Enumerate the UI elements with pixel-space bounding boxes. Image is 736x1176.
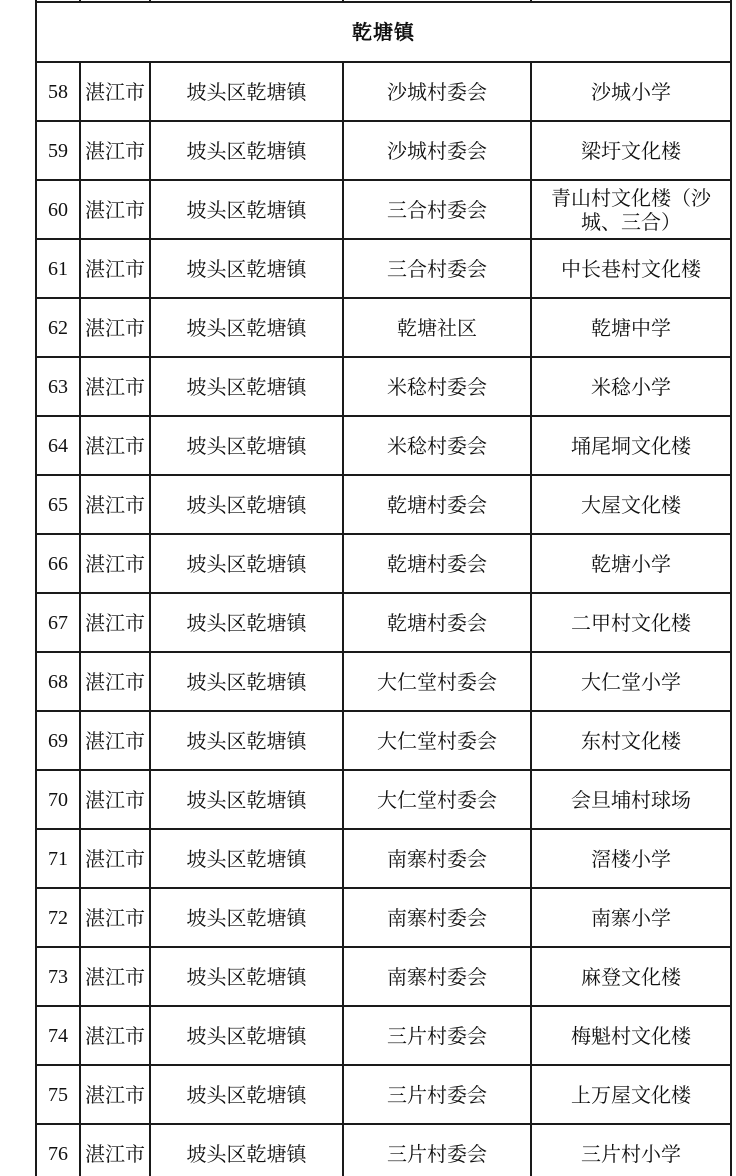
village-committee-cell: 乾塘村委会: [343, 534, 531, 593]
district-town-cell: 坡头区乾塘镇: [150, 652, 343, 711]
row-number-cell: 67: [36, 593, 80, 652]
table-row: [36, 652, 731, 711]
table-row: [36, 62, 731, 121]
site-name-cell: 埇尾垌文化楼: [531, 416, 731, 475]
village-committee-cell: 乾塘村委会: [343, 593, 531, 652]
district-town-cell: 坡头区乾塘镇: [150, 534, 343, 593]
table-row: [36, 1065, 731, 1124]
district-town-cell: 坡头区乾塘镇: [150, 593, 343, 652]
village-committee-cell: 米稔村委会: [343, 357, 531, 416]
table-row: [36, 475, 731, 534]
row-number-cell: 58: [36, 62, 80, 121]
city-cell: 湛江市: [80, 888, 150, 947]
village-committee-cell: 乾塘村委会: [343, 475, 531, 534]
village-committee-cell: 大仁堂村委会: [343, 652, 531, 711]
district-town-cell: 坡头区乾塘镇: [150, 239, 343, 298]
city-cell: 湛江市: [80, 357, 150, 416]
table-body: [36, 0, 731, 1176]
city-cell: 湛江市: [80, 416, 150, 475]
row-number-cell: 70: [36, 770, 80, 829]
city-cell: 湛江市: [80, 652, 150, 711]
site-name-cell: 三片村小学: [531, 1124, 731, 1176]
city-cell: 湛江市: [80, 593, 150, 652]
district-town-cell: 坡头区乾塘镇: [150, 62, 343, 121]
district-town-cell: 坡头区乾塘镇: [150, 121, 343, 180]
village-committee-cell: 三片村委会: [343, 1124, 531, 1176]
row-number-cell: 74: [36, 1006, 80, 1065]
section-header-row: [36, 2, 731, 62]
site-name-cell: 会旦埔村球场: [531, 770, 731, 829]
city-cell: 湛江市: [80, 1006, 150, 1065]
district-town-cell: 坡头区乾塘镇: [150, 888, 343, 947]
city-cell: 湛江市: [80, 121, 150, 180]
city-cell: 湛江市: [80, 239, 150, 298]
village-committee-cell: 乾塘社区: [343, 298, 531, 357]
city-cell: 湛江市: [80, 711, 150, 770]
row-number-cell: 61: [36, 239, 80, 298]
table-row: [36, 239, 731, 298]
city-cell: 湛江市: [80, 829, 150, 888]
village-committee-cell: 沙城村委会: [343, 62, 531, 121]
row-number-cell: 68: [36, 652, 80, 711]
table-row: [36, 357, 731, 416]
row-number-cell: 73: [36, 947, 80, 1006]
district-town-cell: 坡头区乾塘镇: [150, 475, 343, 534]
row-number-cell: 69: [36, 711, 80, 770]
district-town-cell: 坡头区乾塘镇: [150, 416, 343, 475]
row-number-cell: 76: [36, 1124, 80, 1176]
city-cell: 湛江市: [80, 180, 150, 239]
village-committee-cell: 三片村委会: [343, 1065, 531, 1124]
table-row: [36, 298, 731, 357]
site-name-cell: 乾塘小学: [531, 534, 731, 593]
table-row: [36, 947, 731, 1006]
table-row: [36, 593, 731, 652]
village-committee-cell: 三片村委会: [343, 1006, 531, 1065]
district-town-cell: 坡头区乾塘镇: [150, 1124, 343, 1176]
district-town-cell: 坡头区乾塘镇: [150, 1065, 343, 1124]
row-number-cell: 64: [36, 416, 80, 475]
city-cell: 湛江市: [80, 298, 150, 357]
site-name-cell: 麻登文化楼: [531, 947, 731, 1006]
village-committee-cell: 大仁堂村委会: [343, 770, 531, 829]
city-cell: 湛江市: [80, 947, 150, 1006]
row-number-cell: 62: [36, 298, 80, 357]
table-row: [36, 416, 731, 475]
site-name-cell: 滘楼小学: [531, 829, 731, 888]
table-row: [36, 180, 731, 239]
section-title: 乾塘镇: [36, 2, 731, 62]
village-committee-cell: 三合村委会: [343, 180, 531, 239]
district-town-cell: 坡头区乾塘镇: [150, 180, 343, 239]
table-row: [36, 770, 731, 829]
site-name-cell: 沙城小学: [531, 62, 731, 121]
city-cell: 湛江市: [80, 770, 150, 829]
site-name-cell: 梁圩文化楼: [531, 121, 731, 180]
table-row: [36, 121, 731, 180]
site-name-cell: 大仁堂小学: [531, 652, 731, 711]
site-name-cell: 青山村文化楼（沙城、三合）: [531, 180, 731, 239]
table-row: [36, 888, 731, 947]
row-number-cell: 71: [36, 829, 80, 888]
village-committee-cell: 南寨村委会: [343, 829, 531, 888]
row-number-cell: 75: [36, 1065, 80, 1124]
table-row: [36, 534, 731, 593]
district-town-cell: 坡头区乾塘镇: [150, 770, 343, 829]
row-number-cell: 59: [36, 121, 80, 180]
district-town-cell: 坡头区乾塘镇: [150, 1006, 343, 1065]
city-cell: 湛江市: [80, 1124, 150, 1176]
site-name-cell: 大屋文化楼: [531, 475, 731, 534]
row-number-cell: 66: [36, 534, 80, 593]
table-row: [36, 1124, 731, 1176]
village-committee-cell: 米稔村委会: [343, 416, 531, 475]
table-row: [36, 1006, 731, 1065]
site-name-cell: 中长巷村文化楼: [531, 239, 731, 298]
site-name-cell: 南寨小学: [531, 888, 731, 947]
village-committee-cell: 大仁堂村委会: [343, 711, 531, 770]
village-committee-cell: 南寨村委会: [343, 947, 531, 1006]
row-number-cell: 72: [36, 888, 80, 947]
district-town-cell: 坡头区乾塘镇: [150, 947, 343, 1006]
site-name-cell: 二甲村文化楼: [531, 593, 731, 652]
site-name-cell: 上万屋文化楼: [531, 1065, 731, 1124]
site-name-cell: 米稔小学: [531, 357, 731, 416]
district-town-cell: 坡头区乾塘镇: [150, 711, 343, 770]
city-cell: 湛江市: [80, 534, 150, 593]
city-cell: 湛江市: [80, 475, 150, 534]
row-number-cell: 65: [36, 475, 80, 534]
site-name-cell: 梅魁村文化楼: [531, 1006, 731, 1065]
city-cell: 湛江市: [80, 62, 150, 121]
row-number-cell: 63: [36, 357, 80, 416]
district-town-cell: 坡头区乾塘镇: [150, 298, 343, 357]
district-town-cell: 坡头区乾塘镇: [150, 829, 343, 888]
polling-site-table: [35, 0, 732, 1176]
village-committee-cell: 三合村委会: [343, 239, 531, 298]
site-name-cell: 乾塘中学: [531, 298, 731, 357]
village-committee-cell: 南寨村委会: [343, 888, 531, 947]
row-number-cell: 60: [36, 180, 80, 239]
district-town-cell: 坡头区乾塘镇: [150, 357, 343, 416]
site-name-cell: 东村文化楼: [531, 711, 731, 770]
city-cell: 湛江市: [80, 1065, 150, 1124]
table-row: [36, 711, 731, 770]
table-row: [36, 829, 731, 888]
village-committee-cell: 沙城村委会: [343, 121, 531, 180]
